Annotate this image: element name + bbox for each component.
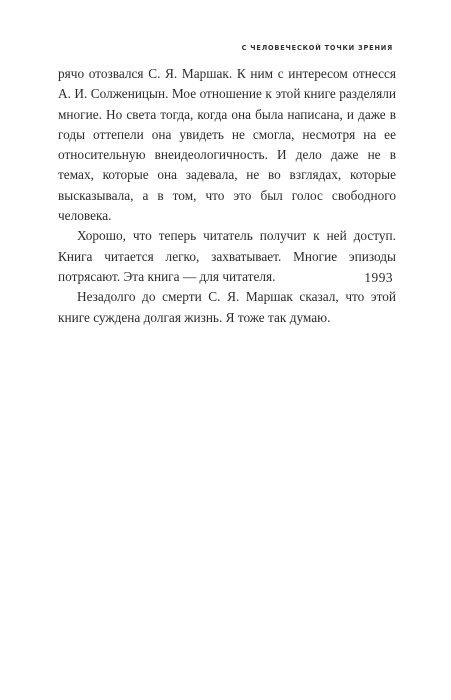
paragraph-1: рячо отозвался С. Я. Маршак. К ним с интересом отнесся А. И. Солженицын. Мое отношение к этой книге разделяли многие. Но света тогда, когда она была написана, и даже в годы оттепели она увидеть не смогла, несмотря на ее относительную внеидеологичность. И дело даже не в темах, которые она задевала, не во взглядах, которые высказывала, а в том, что это был голос свободного человека. [58,66,396,224]
body-text [58,64,396,328]
date-line: 1993 [364,270,393,285]
paragraph-2: Хорошо, что теперь читатель получит к ней доступ. Книга читается легко, захватывает. Многие эпизоды потрясают. Эта книга — для читателя. [58,228,396,284]
running-head: С ЧЕЛОВЕЧЕСКОЙ ТОЧКИ ЗРЕНИЯ [241,44,393,52]
paragraph-3: Незадолго до смерти С. Я. Маршак сказал, что этой книге суждена долгая жизнь. Я тоже так думаю. [58,289,396,325]
